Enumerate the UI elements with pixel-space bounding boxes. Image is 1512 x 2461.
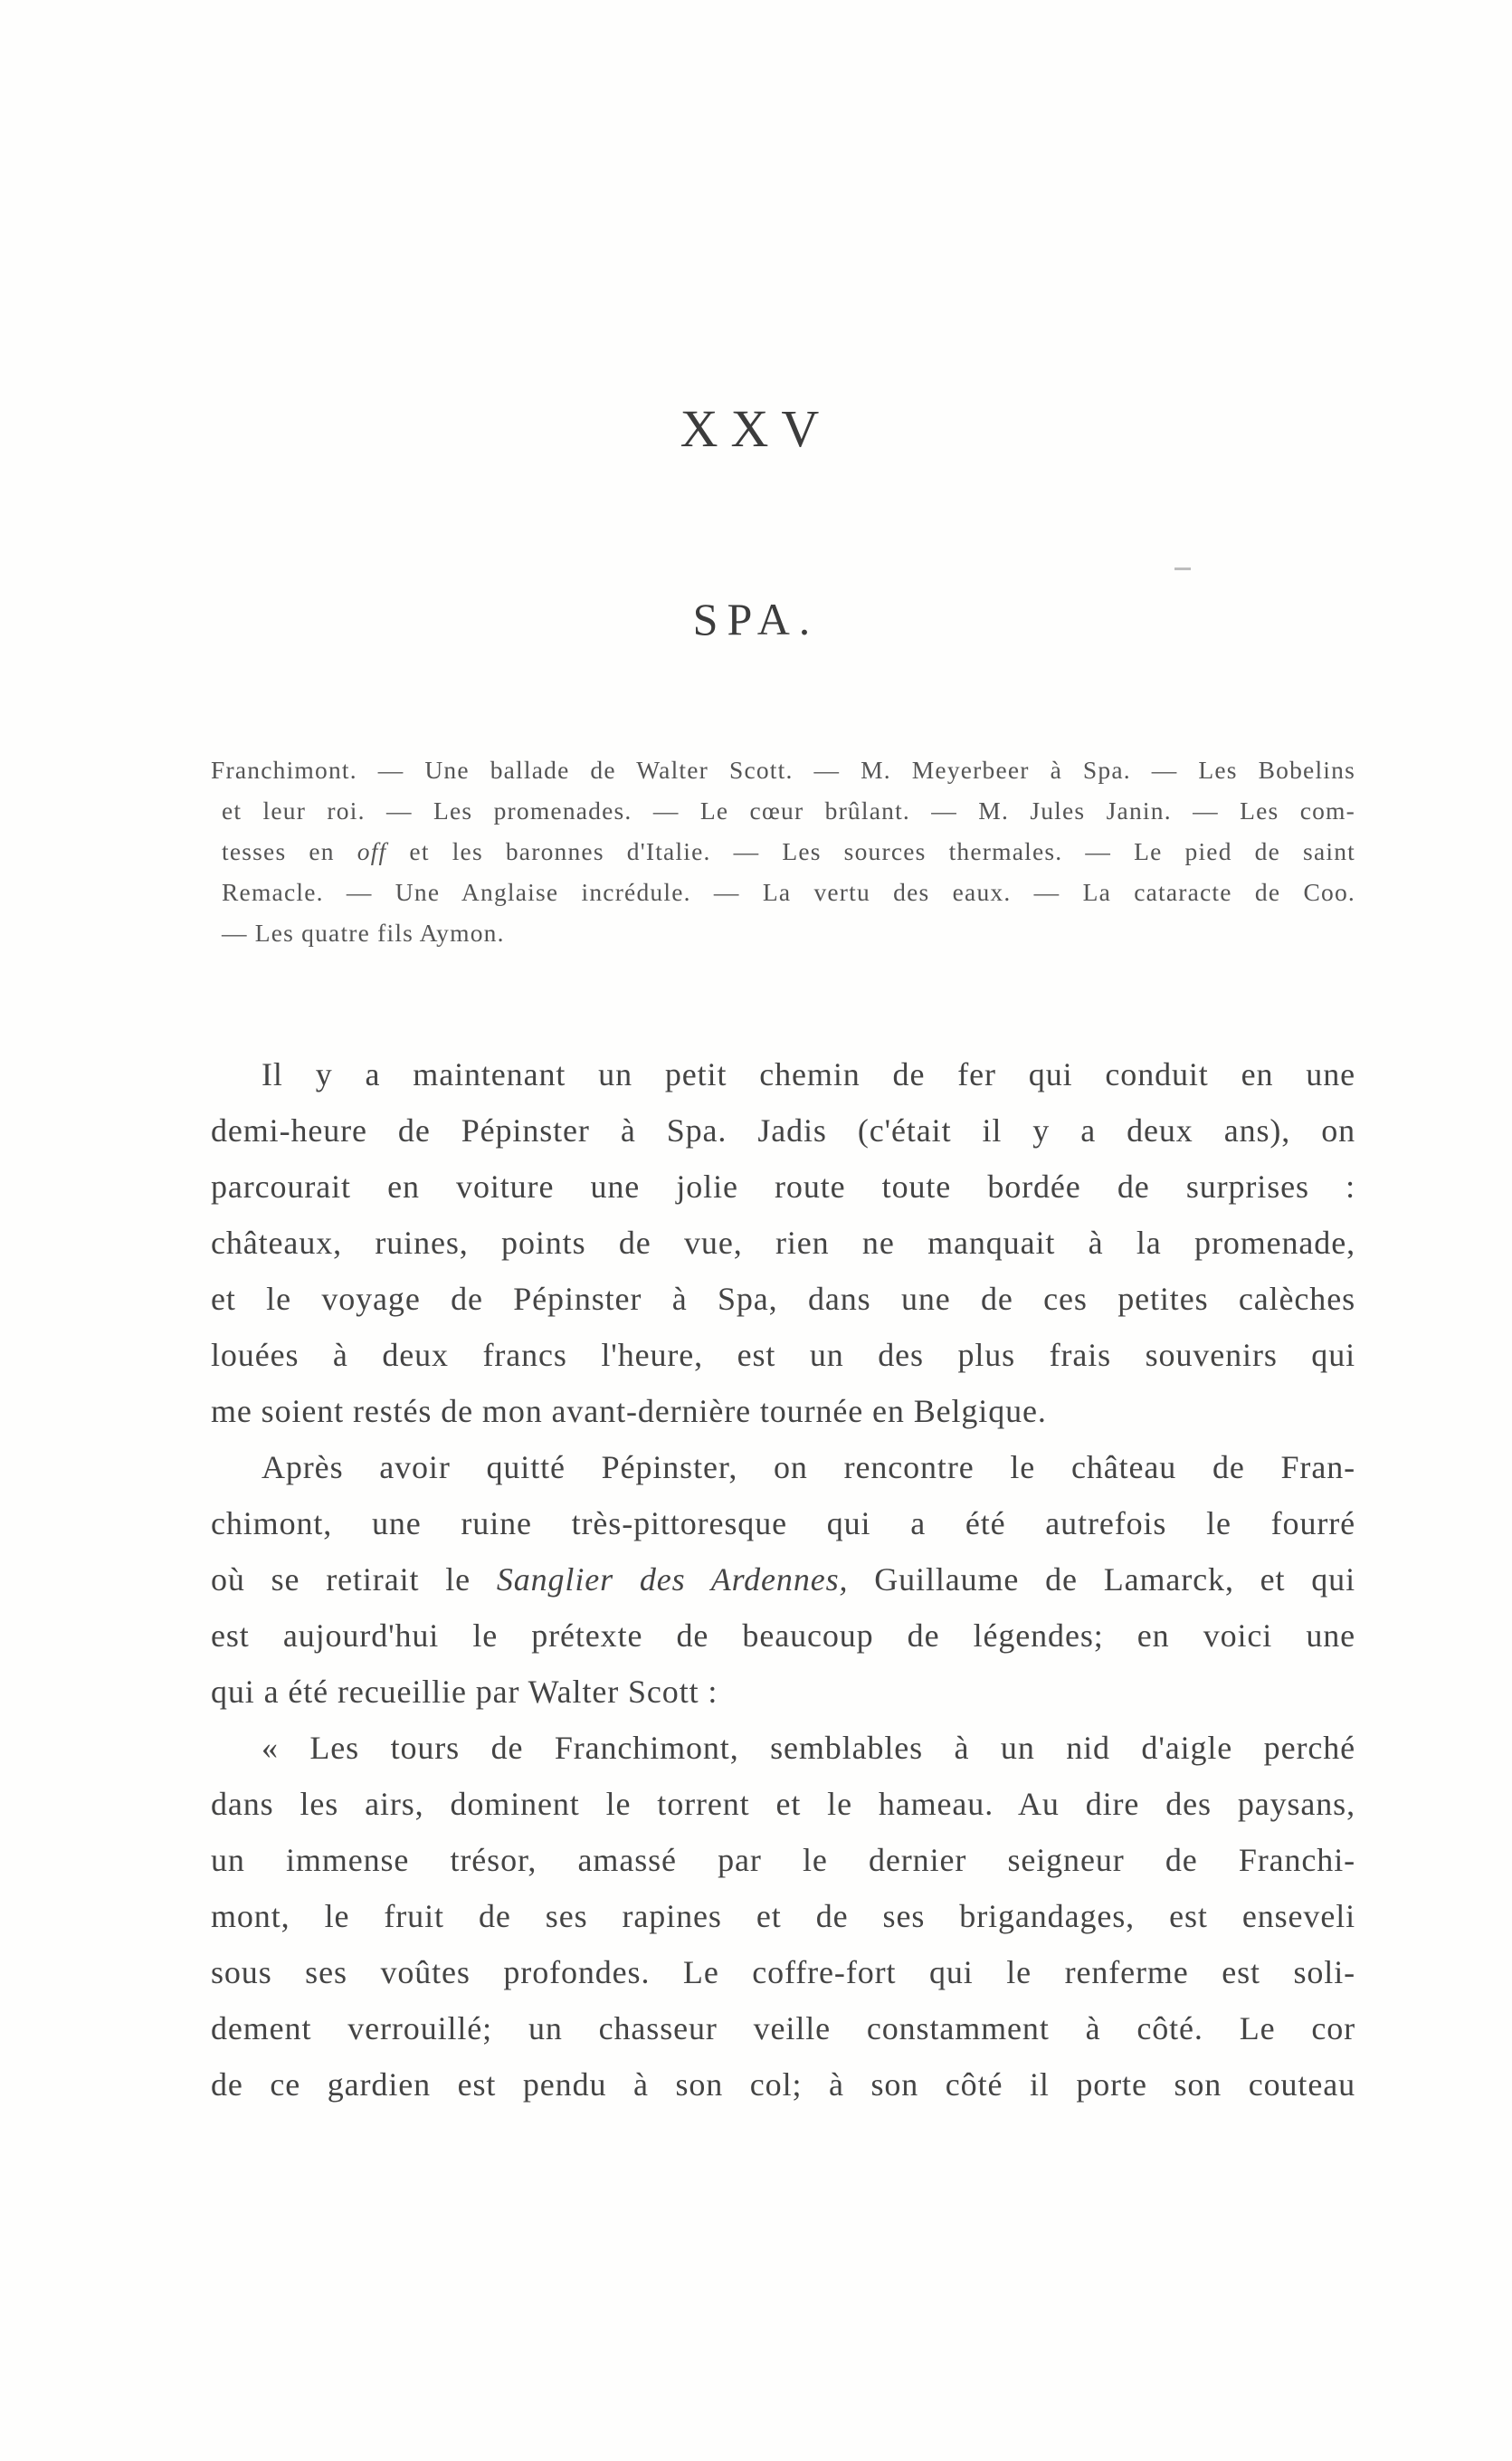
text-line: « Les tours de Franchimont, semblables à un nid d'aigle perché: [262, 1730, 1355, 1766]
text-line: châteaux, ruines, points de vue, rien ne manquait à la promenade,: [211, 1225, 1355, 1261]
text-line: chimont, une ruine très-pittoresque qui a été autrefois le fourré: [211, 1505, 1355, 1541]
text-line: et le voyage de Pépinster à Spa, dans une de ces petites calèches: [211, 1281, 1355, 1317]
summary-line: Remacle. — Une Anglaise incrédule. — La vertu des eaux. — La cataracte de Coo.: [222, 878, 1355, 906]
chapter-title: SPA.: [692, 594, 820, 644]
summary-text: tesses en: [222, 837, 357, 865]
paragraph-1: [211, 1046, 1355, 1439]
text-line: Après avoir quitté Pépinster, on rencontre le château de Fran-: [262, 1449, 1355, 1485]
paragraph-2: [211, 1439, 1355, 1720]
text-line: demi-heure de Pépinster à Spa. Jadis (c'était il y a deux ans), on: [211, 1112, 1355, 1149]
summary-line: Franchimont. — Une ballade de Walter Scott. — M. Meyerbeer à Spa. — Les Bobelins: [211, 756, 1355, 784]
text-segment: où se retirait le: [211, 1561, 497, 1598]
chapter-summary: [211, 749, 1355, 953]
text-line: dement verrouillé; un chasseur veille constamment à côté. Le cor: [211, 2010, 1355, 2046]
body-text: [211, 1046, 1355, 2113]
summary-text: et les baronnes d'Italie. — Les sources thermales. — Le pied de saint: [386, 837, 1355, 865]
summary-line: [211, 831, 1355, 872]
text-line: qui a été recueillie par Walter Scott :: [211, 1674, 718, 1710]
text-line: dans les airs, dominent le torrent et le hameau. Au dire des paysans,: [211, 1786, 1355, 1822]
printing-mark: [1174, 568, 1191, 570]
text-line: de ce gardien est pendu à son col; à son côté il porte son couteau: [211, 2066, 1355, 2103]
summary-italic: off: [357, 837, 387, 865]
paragraph-3: [211, 1720, 1355, 2113]
italic-title: Sanglier des Ardennes,: [496, 1561, 849, 1598]
summary-line: et leur roi. — Les promenades. — Le cœur brûlant. — M. Jules Janin. — Les com-: [222, 796, 1355, 825]
chapter-number: XXV: [680, 399, 832, 458]
text-line: mont, le fruit de ses rapines et de ses brigandages, est enseveli: [211, 1898, 1355, 1934]
text-line: est aujourd'hui le prétexte de beaucoup de légendes; en voici une: [211, 1617, 1355, 1654]
text-line: Il y a maintenant un petit chemin de fer qui conduit en une: [262, 1056, 1355, 1092]
summary-line: — Les quatre fils Aymon.: [222, 919, 505, 947]
text-line: louées à deux francs l'heure, est un des plus frais souvenirs qui: [211, 1337, 1355, 1373]
text-line: [211, 1551, 1355, 1607]
text-line: sous ses voûtes profondes. Le coffre-fort qui le renferme est soli-: [211, 1954, 1355, 1990]
text-line: me soient restés de mon avant-dernière tournée en Belgique.: [211, 1393, 1047, 1429]
text-line: un immense trésor, amassé par le dernier seigneur de Franchi-: [211, 1842, 1355, 1878]
text-line: parcourait en voiture une jolie route toute bordée de surprises :: [211, 1168, 1355, 1205]
text-segment: Guillaume de Lamarck, et qui: [848, 1561, 1355, 1598]
